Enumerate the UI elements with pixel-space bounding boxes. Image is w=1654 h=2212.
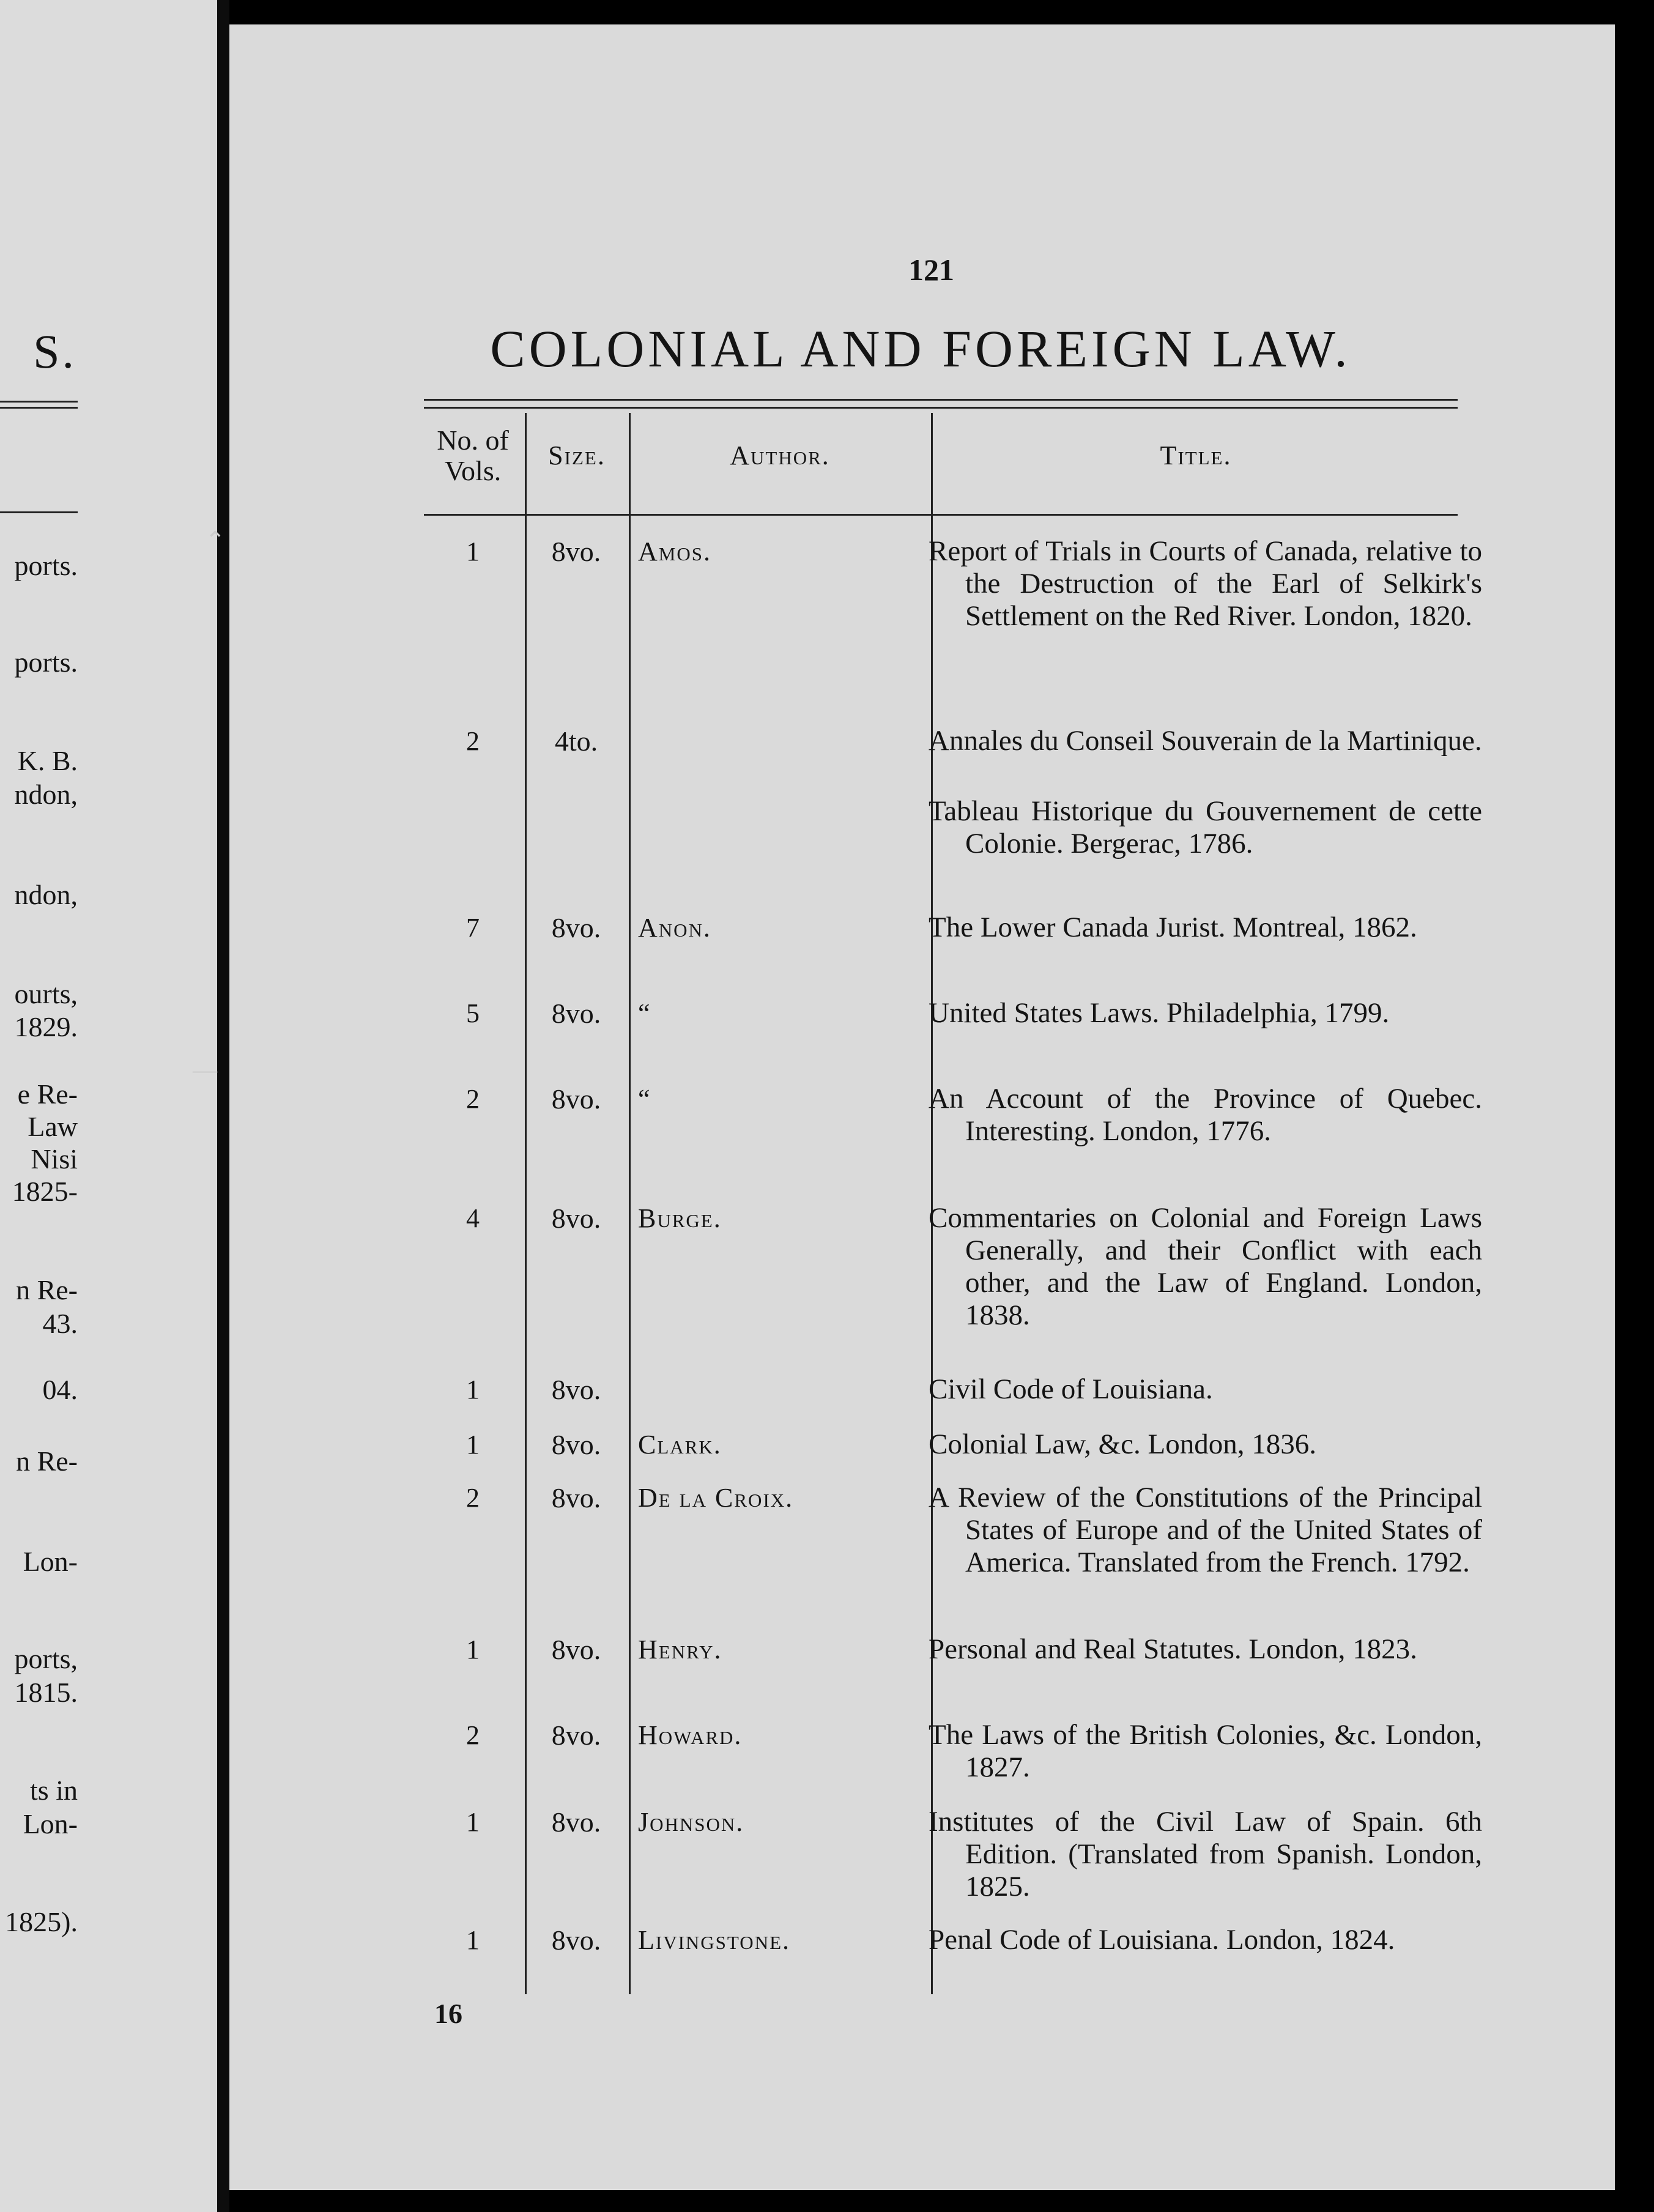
size-cell: 8vo. xyxy=(551,1806,601,1838)
vols-cell: 2 xyxy=(466,726,480,756)
left-page-text-fragment: n Re- xyxy=(16,1274,78,1305)
left-page-text-fragment: ports. xyxy=(14,550,78,581)
title-cell: A Review of the Constitutions of the Principal States of Europe and of the United States of America. Translated from the French. 1792. xyxy=(929,1482,1482,1578)
page-number: 121 xyxy=(908,253,954,287)
left-page-text-fragment: ports. xyxy=(14,647,78,678)
page-title: COLONIAL AND FOREIGN LAW. xyxy=(490,319,1351,378)
title-cell: Personal and Real Statutes. London, 1823. xyxy=(929,1633,1417,1665)
left-page-text-fragment: ndon, xyxy=(14,879,78,910)
size-cell: 8vo. xyxy=(551,1083,601,1115)
left-page-text-fragment: ports, xyxy=(14,1643,78,1674)
column-header-vols: No. of Vols. xyxy=(437,425,509,486)
left-page-text-fragment: ourts, xyxy=(14,978,78,1009)
title-cell: Tableau Historique du Gouvernement de cette Colonie. Bergerac, 1786. xyxy=(929,795,1482,859)
size-cell: 8vo. xyxy=(551,1720,601,1751)
author-cell: Henry. xyxy=(638,1635,722,1665)
title-cell: Penal Code of Louisiana. London, 1824. xyxy=(929,1924,1395,1956)
size-cell: 8vo. xyxy=(551,536,601,567)
vols-cell: 5 xyxy=(466,998,480,1028)
title-cell: Annales du Conseil Souverain de la Martinique. xyxy=(929,725,1482,757)
author-cell: Clark. xyxy=(638,1430,722,1460)
left-facing-page xyxy=(0,0,217,2212)
title-cell: An Account of the Province of Quebec. Interesting. London, 1776. xyxy=(929,1083,1482,1147)
author-cell: Burge. xyxy=(638,1203,722,1233)
vols-cell: 1 xyxy=(466,1430,480,1460)
title-cell: Civil Code of Louisiana. xyxy=(929,1373,1213,1405)
vols-cell: 1 xyxy=(466,1807,480,1837)
title-cell: United States Laws. Philadelphia, 1799. xyxy=(929,997,1390,1029)
vols-cell: 4 xyxy=(466,1203,480,1233)
title-cell: The Lower Canada Jurist. Montreal, 1862. xyxy=(929,911,1417,943)
column-header-title: Title. xyxy=(1160,440,1232,470)
binding-stitch-icon: ⌃ xyxy=(205,527,226,554)
main-page xyxy=(229,24,1615,2190)
vols-cell: 1 xyxy=(466,536,480,566)
author-cell: Johnson. xyxy=(638,1807,744,1837)
vols-cell: 7 xyxy=(466,913,480,943)
size-cell: 8vo. xyxy=(551,912,601,943)
vols-cell: 1 xyxy=(466,1635,480,1665)
left-page-text-fragment: n Re- xyxy=(16,1446,78,1477)
column-header-author: Author. xyxy=(730,440,830,470)
title-cell: Report of Trials in Courts of Canada, relative to the Destruction of the Earl of Selkirk's Settlement on the Red River. London, 1820. xyxy=(929,535,1482,632)
binding-stitch-icon: — xyxy=(193,1056,217,1083)
author-cell: Anon. xyxy=(638,913,711,943)
author-cell: De la Croix. xyxy=(638,1483,794,1513)
vols-cell: 2 xyxy=(466,1483,480,1513)
left-page-rule xyxy=(0,511,78,513)
title-double-rule xyxy=(424,399,1458,409)
title-cell: Commentaries on Colonial and Foreign Laws Generally, and their Conflict with each other, and the Law of England. London, 1838. xyxy=(929,1202,1482,1331)
size-cell: 8vo. xyxy=(551,1924,601,1956)
signature-mark: 16 xyxy=(434,1998,462,2029)
left-page-text-fragment: ndon, xyxy=(14,779,78,810)
author-cell: “ xyxy=(638,998,651,1028)
left-page-heading-fragment: S. xyxy=(33,325,76,378)
left-page-text-fragment: 43. xyxy=(42,1308,78,1339)
left-page-text-fragment: K. B. xyxy=(17,745,78,776)
column-header-size: Size. xyxy=(548,440,606,470)
left-page-text-fragment: 1829. xyxy=(14,1011,78,1042)
left-page-text-fragment: Lon- xyxy=(23,1808,78,1839)
size-cell: 8vo. xyxy=(551,998,601,1029)
vols-cell: 1 xyxy=(466,1925,480,1955)
vols-cell: 2 xyxy=(466,1720,480,1750)
size-cell: 8vo. xyxy=(551,1482,601,1513)
left-page-text-fragment: 1815. xyxy=(14,1677,78,1708)
size-cell: 4to. xyxy=(554,726,598,757)
header-rule xyxy=(424,514,1458,516)
size-cell: 8vo. xyxy=(551,1374,601,1405)
left-page-rule xyxy=(0,407,78,409)
author-cell: Livingstone. xyxy=(638,1925,791,1955)
vols-cell: 1 xyxy=(466,1375,480,1405)
left-page-text-fragment: e Re- xyxy=(17,1078,78,1110)
left-page-text-fragment: ts in xyxy=(30,1775,78,1806)
left-page-rule xyxy=(0,401,78,403)
author-cell: Howard. xyxy=(638,1720,743,1750)
author-cell: “ xyxy=(638,1084,651,1114)
column-divider xyxy=(629,413,631,1994)
left-page-text-fragment: Nisi xyxy=(31,1143,78,1175)
title-cell: The Laws of the British Colonies, &c. London, 1827. xyxy=(929,1719,1482,1783)
left-page-text-fragment: 1825). xyxy=(5,1906,78,1937)
book-spine xyxy=(193,0,229,2212)
author-cell: Amos. xyxy=(638,536,711,566)
vols-cell: 2 xyxy=(466,1084,480,1114)
left-page-text-fragment: 04. xyxy=(42,1374,78,1405)
left-page-text-fragment: Law xyxy=(28,1111,78,1142)
size-cell: 8vo. xyxy=(551,1203,601,1234)
size-cell: 8vo. xyxy=(551,1634,601,1665)
title-cell: Colonial Law, &c. London, 1836. xyxy=(929,1428,1316,1460)
left-page-text-fragment: Lon- xyxy=(23,1546,78,1577)
title-cell: Institutes of the Civil Law of Spain. 6th Edition. (Translated from Spanish. London, 1825. xyxy=(929,1806,1482,1902)
left-page-text-fragment: 1825- xyxy=(12,1176,78,1207)
size-cell: 8vo. xyxy=(551,1429,601,1460)
